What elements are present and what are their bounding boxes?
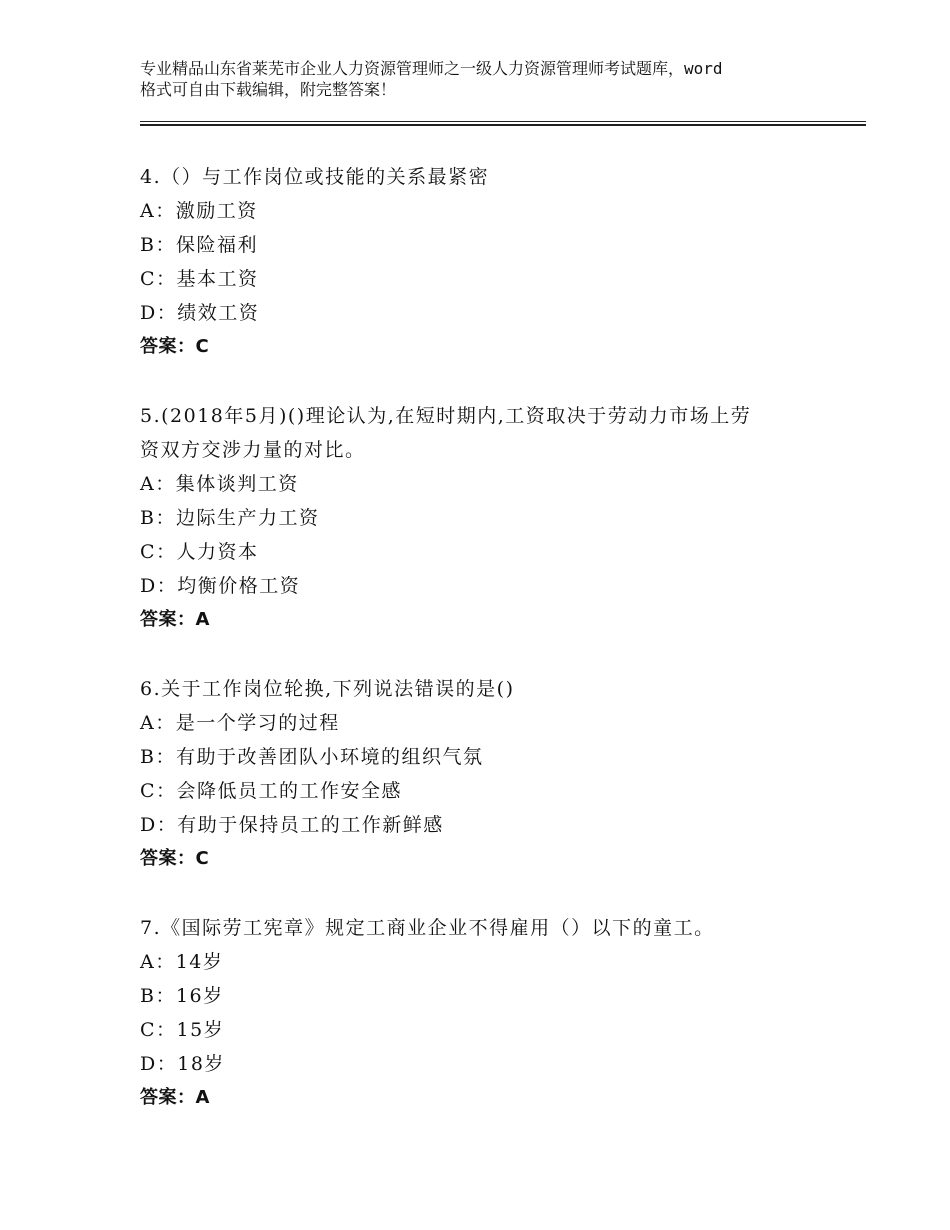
answer-label: 答案：C: [140, 848, 210, 869]
header-divider-thin: [140, 121, 866, 122]
option-a: A：集体谈判工资: [140, 473, 299, 495]
header-title-line-1: 专业精品山东省莱芜市企业人力资源管理师之一级人力资源管理师考试题库，word: [140, 59, 723, 78]
question-7: [140, 911, 830, 1115]
answer-label: 答案：A: [140, 609, 210, 630]
question-stem: 5.(2018年5月)()理论认为,在短时期内,工资取决于劳动力市场上劳: [140, 405, 752, 427]
option-b: B：有助于改善团队小环境的组织气氛: [140, 746, 484, 768]
answer-label: 答案：C: [140, 336, 210, 357]
header-title-line-2: 格式可自由下载编辑，附完整答案！: [140, 80, 397, 99]
answer-label: 答案：A: [140, 1087, 210, 1108]
option-d: D：绩效工资: [140, 302, 260, 324]
option-b: B：保险福利: [140, 234, 258, 256]
document-header: [140, 58, 830, 100]
question-6: [140, 672, 830, 876]
option-a: A：激励工资: [140, 200, 258, 222]
option-a: A：是一个学习的过程: [140, 712, 340, 734]
option-c: C：基本工资: [140, 268, 259, 290]
option-b: B：边际生产力工资: [140, 507, 320, 529]
question-stem: 7.《国际劳工宪章》规定工商业企业不得雇用（）以下的童工。: [140, 917, 715, 939]
option-c: C：15岁: [140, 1019, 225, 1041]
question-stem: 4.（）与工作岗位或技能的关系最紧密: [140, 166, 490, 188]
question-stem: 6.关于工作岗位轮换,下列说法错误的是(): [140, 678, 515, 700]
option-b: B：16岁: [140, 985, 224, 1007]
option-c: C：会降低员工的工作安全感: [140, 780, 403, 802]
option-d: D：均衡价格工资: [140, 575, 301, 597]
option-a: A：14岁: [140, 951, 224, 973]
header-divider-thick: [140, 124, 866, 126]
option-d: D：有助于保持员工的工作新鲜感: [140, 814, 444, 836]
question-4: [140, 160, 830, 364]
option-d: D：18岁: [140, 1053, 225, 1075]
question-5: [140, 399, 830, 637]
option-c: C：人力资本: [140, 541, 259, 563]
question-stem-continued: 资双方交涉力量的对比。: [140, 439, 366, 461]
